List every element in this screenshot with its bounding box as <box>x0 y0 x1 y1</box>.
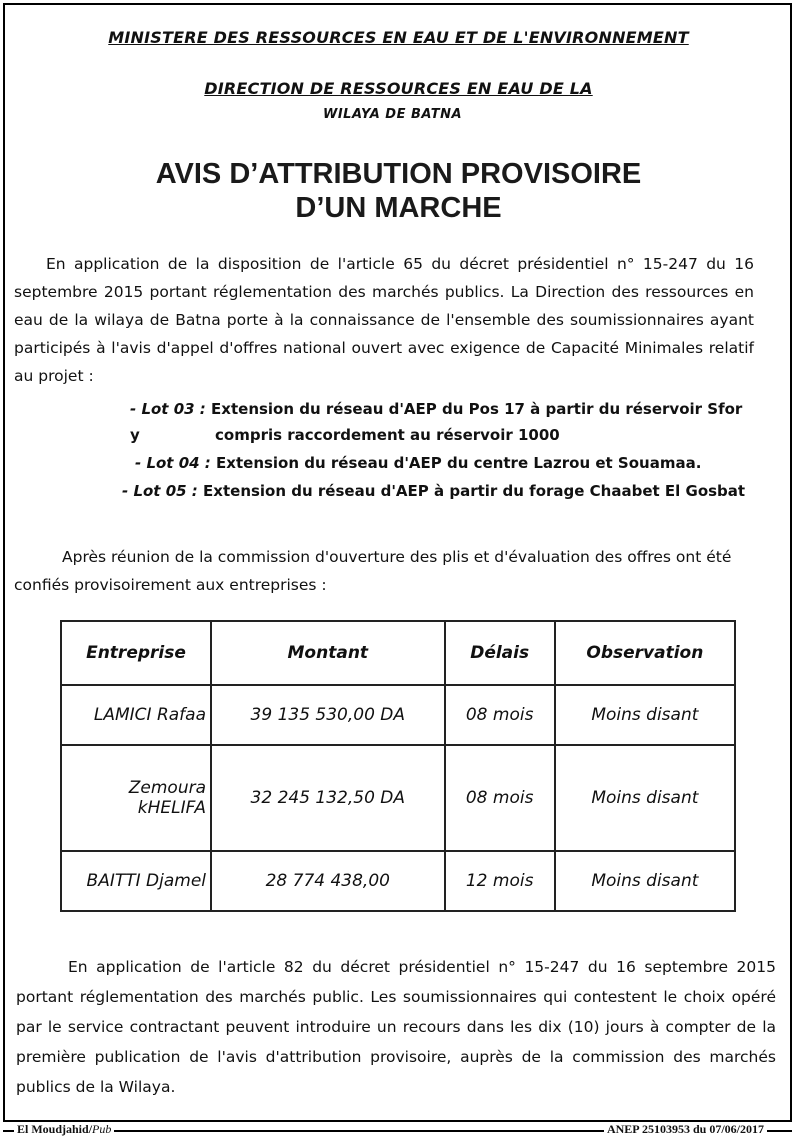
footer-anep-reference: ANEP 25103953 du 07/06/2017 <box>604 1122 767 1137</box>
cell-observation: Moins disant <box>555 685 735 745</box>
table-header-row <box>61 621 735 685</box>
lot-04-description: Extension du réseau d'AEP du centre Lazrou et Souamaa. <box>216 454 702 472</box>
cell-entreprise: LAMICI Rafaa <box>61 685 211 745</box>
lot-05-description: Extension du réseau d'AEP à partir du forage Chaabet El Gosbat <box>203 482 746 500</box>
header-montant: Montant <box>211 621 445 685</box>
lot-03-description: Extension du réseau d'AEP du Pos 17 à partir du réservoir Sfor y <box>130 400 743 444</box>
cell-observation: Moins disant <box>555 851 735 911</box>
cell-montant: 28 774 438,00 <box>211 851 445 911</box>
cell-entreprise: Zemoura kHELIFA <box>61 745 211 851</box>
footer-publication <box>14 1122 114 1137</box>
lot-03-continuation: compris raccordement au réservoir 1000 <box>215 426 560 444</box>
footer-newspaper: El Moudjahid/ <box>17 1122 93 1136</box>
lot-04 <box>135 450 701 476</box>
ministry-heading: MINISTERE DES RESSOURCES EN EAU ET DE L'ENVIRONNEMENT <box>108 28 689 47</box>
table-row <box>61 851 735 911</box>
lot-05-label: - Lot 05 : <box>122 482 198 500</box>
closing-paragraph: En application de l'article 82 du décret présidentiel n° 15-247 du 16 septembre 2015 portant réglementation des marchés public. Les soumissionnaires qui contestent le choix opéré par le service contractant peuvent introduire un recours dans les dix (10) jours à compter de la première publication de l'avis d'attribution provisoire, auprès de la commission des marchés publics de la Wilaya. <box>16 958 776 1096</box>
cell-montant: 39 135 530,00 DA <box>211 685 445 745</box>
cell-delais: 08 mois <box>445 685 555 745</box>
lot-04-label: - Lot 04 : <box>135 454 211 472</box>
notice-title-line-2: D’UN MARCHE <box>295 192 502 224</box>
header-observation: Observation <box>555 621 735 685</box>
attribution-table <box>60 620 736 912</box>
direction-heading: DIRECTION DE RESSOURCES EN EAU DE LA <box>204 79 593 98</box>
wilaya-heading: WILAYA DE BATNA <box>323 107 463 122</box>
intro-paragraph: En application de la disposition de l'article 65 du décret présidentiel n° 15-247 du 16 septembre 2015 portant réglementation des marchés publics. La Direction des ressources en eau de la wilaya de Batna porte à la connaissance de l'ensemble des soumissionnaires ayant participés à l'avis d'appel d'offres national ouvert avec exigence de Capacité Minimales relatif au projet : <box>14 255 754 385</box>
lot-03-label: - Lot 03 : <box>130 400 206 418</box>
evaluation-paragraph: Après réunion de la commission d'ouverture des plis et d'évaluation des offres ont été confiés provisoirement aux entreprises : <box>14 548 732 594</box>
cell-delais: 12 mois <box>445 851 555 911</box>
footer-pub-tag: Pub <box>92 1122 112 1136</box>
notice-title-line-1: AVIS D’ATTRIBUTION PROVISOIRE <box>155 158 642 190</box>
header-entreprise: Entreprise <box>61 621 211 685</box>
header-delais: Délais <box>445 621 555 685</box>
cell-delais: 08 mois <box>445 745 555 851</box>
cell-entreprise: BAITTI Djamel <box>61 851 211 911</box>
lot-05 <box>122 478 745 504</box>
cell-montant: 32 245 132,50 DA <box>211 745 445 851</box>
cell-observation: Moins disant <box>555 745 735 851</box>
table-row <box>61 745 735 851</box>
table-row <box>61 685 735 745</box>
